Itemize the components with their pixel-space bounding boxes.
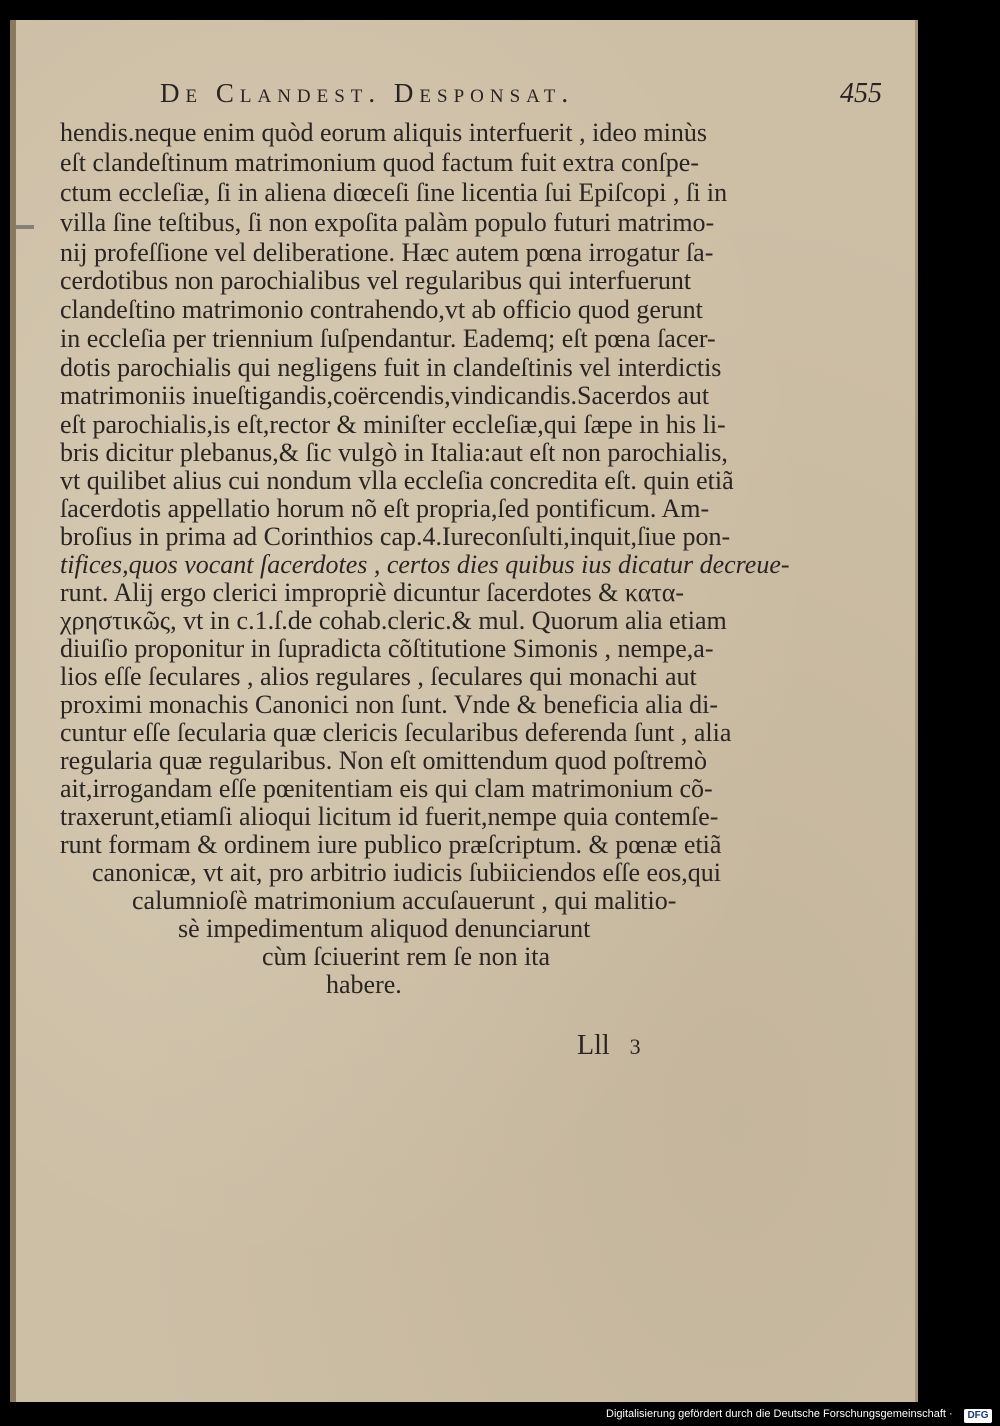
signature-number: 3 — [629, 1034, 641, 1059]
text-line: eſt clandeſtinum matrimonium quod factum fuit extra conſpe- — [60, 148, 699, 177]
running-title: De Clandest. Desponsat. — [160, 78, 575, 108]
text-line: lios eſſe ſeculares , alios regulares , ſeculares qui monachi aut — [60, 662, 697, 691]
text-line: broſius in prima ad Corinthios cap.4.Iureconſulti,inquit,ſiue pon- — [60, 522, 731, 551]
text-line: vt quilibet alius cui nondum vlla eccleſia concredita eſt. quin etiã — [60, 466, 734, 495]
text-line: runt formam & ordinem iure publico præſcriptum. & pœnæ etiã — [60, 830, 722, 859]
text-line: runt. Alij ergo clerici impropriè dicuntur ſacerdotes & κατα- — [60, 578, 685, 607]
text-line: ctum eccleſiæ, ſi in aliena diœceſi ſine licentia ſui Epiſcopi , ſi in — [60, 178, 728, 207]
text-line: canonicæ, vt ait, pro arbitrio iudicis ſubiiciendos eſſe eos,qui — [92, 858, 721, 887]
text-line: tifices,quos vocant ſacerdotes , certos dies quibus ius dicatur decreue- — [60, 550, 790, 579]
text-line: ſacerdotis appellatio horum nõ eſt propria,ſed pontificum. Am- — [60, 494, 710, 523]
text-line: ait,irrogandam eſſe pœnitentiam eis qui clam matrimonium cõ- — [60, 774, 713, 803]
text-line: cerdotibus non parochialibus vel regularibus qui interfuerunt — [60, 266, 692, 295]
digitization-credit: Digitalisierung gefördert durch die Deutsche Forschungsgemeinschaft · — [606, 1408, 953, 1420]
text-line: dotis parochialis qui negligens fuit in clandeſtinis vel interdictis — [60, 353, 722, 382]
signature-mark — [577, 1030, 641, 1062]
text-line: regularia quæ regularibus. Non eſt omittendum quod poſtremò — [60, 746, 707, 775]
text-line: clandeſtino matrimonio contrahendo,vt ab officio quod gerunt — [60, 295, 703, 324]
page-number: 455 — [840, 78, 882, 109]
text-line: sè impedimentum aliquod denunciarunt — [178, 914, 591, 943]
text-line: hendis.neque enim quòd eorum aliquis interfuerit , ideo minùs — [60, 118, 707, 147]
text-line: matrimoniis inueſtigandis,coërcendis,vindicandis.Sacerdos aut — [60, 381, 710, 410]
text-line: χρηστικῶς, vt in c.1.ſ.de cohab.cleric.& mul. Quorum alia etiam — [60, 606, 727, 635]
dfg-logo: DFG — [964, 1409, 992, 1423]
text-line: traxerunt,etiamſi alioqui licitum id fuerit,nempe quia contemſe- — [60, 802, 719, 831]
text-line: diuiſio proponitur in ſupradicta cõſtitutione Simonis , nempe,a- — [60, 634, 714, 663]
signature-letters: Lll — [577, 1030, 610, 1061]
text-line: cuntur eſſe ſecularia quæ clericis ſecularibus deferenda ſunt , alia — [60, 718, 732, 747]
text-line: habere. — [326, 970, 402, 999]
text-line: cùm ſciuerint rem ſe non ita — [262, 942, 551, 971]
margin-mark — [16, 225, 34, 229]
text-line: proximi monachis Canonici non ſunt. Vnde & beneficia alia di- — [60, 690, 719, 719]
text-line: calumnioſè matrimonium accuſauerunt , qui malitio- — [132, 886, 677, 915]
text-line: villa ſine teſtibus, ſi non expoſita palàm populo futuri matrimo- — [60, 208, 715, 237]
text-line: in eccleſia per triennium ſuſpendantur. Eademq; eſt pœna ſacer- — [60, 324, 716, 353]
text-line: nij profeſſione vel deliberatione. Hæc autem pœna irrogatur ſa- — [60, 238, 714, 267]
text-line: bris dicitur plebanus,& ſic vulgò in Italia:aut eſt non parochialis, — [60, 438, 728, 467]
text-line: eſt parochialis,is eſt,rector & miniſter eccleſiæ,qui ſæpe in his li- — [60, 410, 726, 439]
